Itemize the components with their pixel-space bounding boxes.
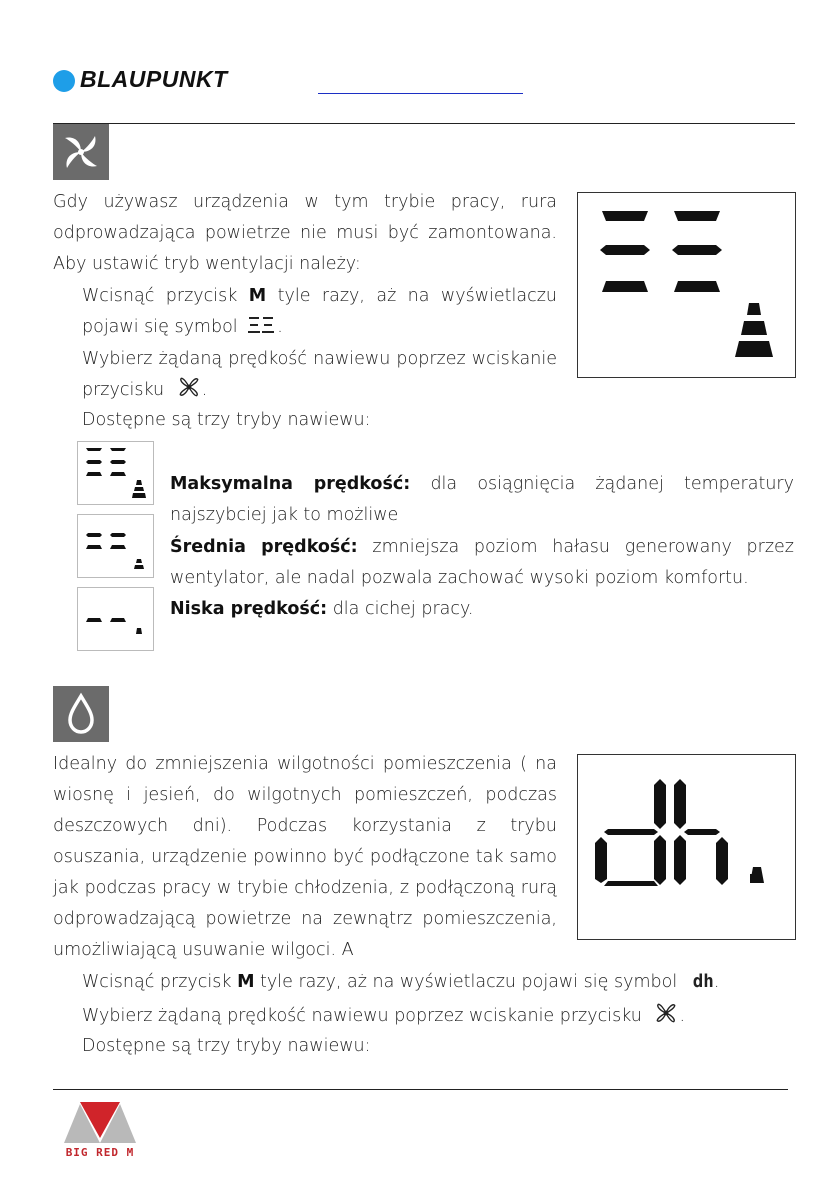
speed-medium-description: Średnia prędkość: zmniejsza poziom hałasu generowany przez wentylator, ale nadal pozwala zachować wysoki poziom komfortu. [170,537,794,588]
fan-mode-icon [53,124,109,180]
dry-step-2: Wybierz żądaną prędkość nawiewu poprzez wciskanie przycisku . [82,1001,794,1032]
speed-low-description: Niska prędkość: dla cichej pracy. [170,599,474,619]
fan-mode-lcd-display [577,192,796,378]
brand-logo-text: BLAUPUNKT [80,66,228,92]
footer-logo [60,1100,140,1162]
fan-button-icon-dry [653,1001,679,1025]
dry-intro: Idealny do zmniejszenia wilgotności pomieszczenia ( na wiosnę i jesień, do wilgotnych pomieszczeń, podczas deszczowych dni). Podczas korzystania z trybu osuszania, urządzenie powinno być podłączone tak samo jak podczas pracy w trybie chłodzenia, z podłączoną rurą odprowadzającą powietrze na zewnątrz pomieszczenia, umożliwiającą usuwanie wilgoci. A [53,754,557,960]
speed-max-description: Maksymalna prędkość: dla osiągnięcia żądanej temperatury najszybciej jak to możliwe [170,474,794,525]
fan-lcd-graphic [578,193,795,377]
fan-step-3: Dostępne są trzy tryby nawiewu: [82,410,371,430]
svg-text:BIG RED M: BIG RED M [65,1146,135,1159]
header-link-underline [318,93,523,94]
fan-icon [59,130,103,174]
speed-low-thumbnail [77,587,154,651]
speed-low-icon [78,588,153,650]
brand-logo-dot [53,70,75,92]
fan-step-2: Wybierz żądaną prędkość nawiewu poprzez wciskanie przycisku . [82,349,557,400]
speed-medium-icon [78,515,153,577]
dry-step-1: Wcisnąć przycisk M tyle razy, aż na wyświetlaczu pojawi się symbol dh. [82,972,720,992]
speed-medium-thumbnail [77,514,154,578]
dry-step-3: Dostępne są trzy tryby nawiewu: [82,1036,371,1056]
fan-step-1: Wcisnąć przycisk M tyle razy, aż na wyświetlaczu pojawi się symbol . [82,286,557,337]
fan-intro: Gdy używasz urządzenia w tym trybie pracy, rura odprowadzająca powietrze nie musi być zamontowana. Aby ustawić tryb wentylacji należy: [53,192,557,274]
dry-mode-icon [53,686,109,742]
dry-lcd-graphic [578,755,795,939]
big-red-m-logo-icon [60,1100,140,1162]
header-divider [53,123,795,124]
dh-symbol: dh [692,972,714,992]
water-drop-icon [61,692,101,736]
fan-mode-symbol-icon [247,316,277,334]
footer-divider [53,1089,788,1090]
dry-mode-lcd-display [577,754,796,940]
speed-max-thumbnail [77,441,154,505]
speed-max-icon [78,442,153,504]
fan-button-icon [176,375,202,399]
